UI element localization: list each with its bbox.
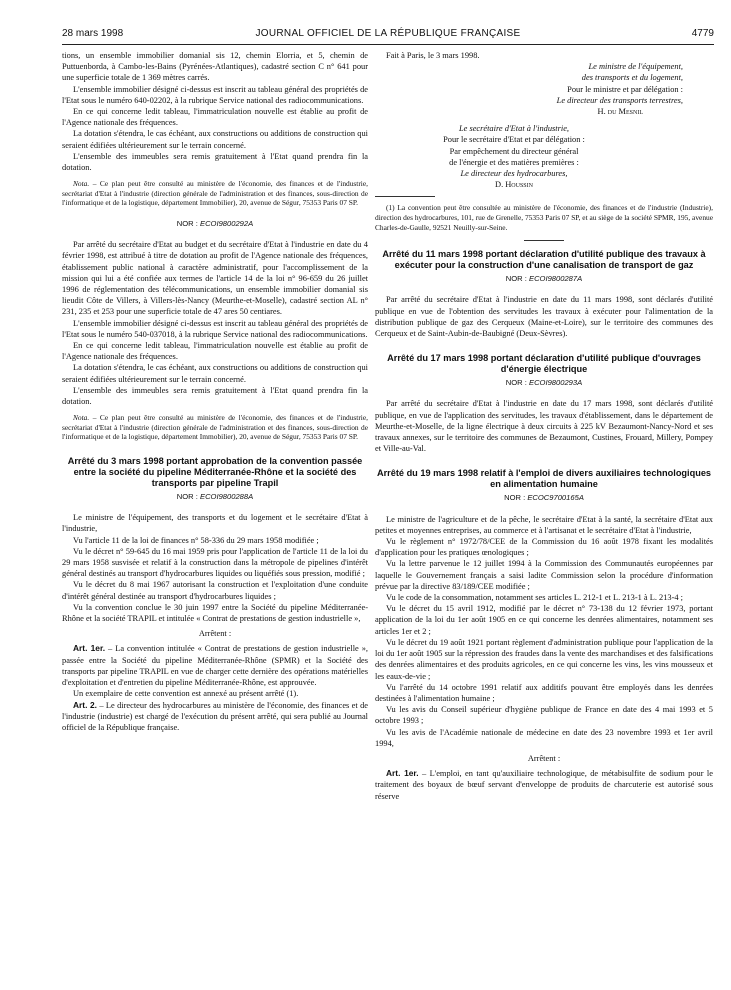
footnote-separator (375, 196, 435, 197)
nor-reference (62, 218, 368, 229)
nor-reference (375, 273, 713, 284)
paragraph: Vu les avis de l'Académie nationale de médecine en date des 23 novembre 1993 et 1er avril 1994, (375, 727, 713, 748)
paragraph: Vu le décret du 19 août 1921 portant règlement d'administration publique pour l'application de la loi du 1er août 1905 sur la répression des fraudes dans la vente des marchandises et des falsifications des denrées alimentaires et des produits agricoles, en ce qui concerne les vins, les vins mousseux et les eaux-de-vie ; (375, 637, 713, 681)
paragraph: Un exemplaire de cette convention est annexé au présent arrêté (1). (73, 689, 299, 699)
paragraph: Vu le décret n° 59-645 du 16 mai 1959 pris pour l'application de l'article 11 de la loi du 29 mars 1958 susvisée et relatif à la construction dans la métropole de pipelines d'intérêt général destinés au transport d'hydrocarbures liquides ou liquéfiés sous pression, modifié ; (62, 546, 368, 579)
paragraph: L'ensemble immobilier désigné ci-dessus est inscrit au tableau général des propriétés de l'Etat sous le numéro 540-037018, à la rubrique Service national des radiocommunications. (62, 318, 368, 339)
paragraph: Vu l'arrêté du 14 octobre 1991 relatif aux additifs pouvant être employés dans les denrées destinées à l'alimentation humaine ; (375, 682, 713, 703)
signature-line: de l'énergie et des matières premières : (449, 157, 579, 167)
nor-label: NOR : (505, 378, 529, 388)
paragraph: En ce qui concerne ledit tableau, l'immatriculation nouvelle est établie au profit de l'Agence nationale des fréquences. (62, 341, 368, 362)
nor-label: NOR : (176, 219, 200, 229)
nota-note (62, 179, 368, 208)
paragraph: Le ministre de l'agriculture et de la pêche, le secrétaire d'Etat à la santé, la secrétaire d'Etat aux petites et moyennes entreprises, au commerce et à l'artisanat et le secrétaire d'Etat à l'industrie, (375, 514, 713, 535)
right-column (375, 50, 713, 802)
nor-reference (375, 492, 713, 503)
article-1 (62, 643, 368, 688)
article-label: Art. 2. (73, 699, 97, 710)
signature-line: Le secrétaire d'Etat à l'industrie, (458, 124, 570, 134)
signature-line: Par empêchement du directeur général (449, 146, 579, 156)
paragraph: Vu la lettre parvenue le 12 juillet 1994 à la Commission des Communautés européennes par laquelle le Gouvernement français a saisi ladite Commission selon la procédure d'information prévue par la directive 83/189/CEE modifiée ; (375, 559, 713, 591)
paragraph: Vu le code de la consommation, notamment ses articles L. 212-1 et L. 213-1 à L. 213-4 ; (386, 593, 683, 603)
decree-title: Arrêté du 11 mars 1998 portant déclaration d'utilité publique des travaux à exécuter pour la construction d'une canalisation de transport de gaz (382, 249, 706, 271)
nota-note (62, 413, 368, 442)
nor-code: ECOI9800288A (200, 492, 254, 502)
signature-line: Le ministre de l'équipement, (588, 62, 683, 72)
paragraph: L'ensemble des immeubles sera remis gratuitement à l'Etat quand prendra fin la dotation. (62, 151, 368, 173)
paragraph: Par arrêté du secrétaire d'Etat à l'industrie en date du 11 mars 1998, sont déclarés d'utilité publique en vue de l'obtention des servitudes les travaux à exécuter pour l'alimentation de la distribution publique de gaz des Cerqueux (Maine-et-Loire), sur le territoire des communes des Cerqueux et de Saint-Aubin-de-Baubigné (Deux-Sèvres). (375, 295, 713, 339)
signature-line: Pour le ministre et par délégation : (567, 84, 683, 94)
header-page-number: 4779 (691, 28, 714, 39)
article-text: – Le directeur des hydrocarbures au ministère de l'économie, des finances et de l'industrie (industrie) est chargé de l'exécution du présent arrêté, qui sera publié au Journal officiel de la République française. (62, 700, 368, 732)
paragraph: La dotation s'étendra, le cas échéant, aux constructions ou additions de construction qui seraient édifiées ultérieurement sur le terrain concerné. (62, 129, 368, 150)
paragraph: Vu la convention conclue le 30 juin 1997 entre la Société du pipeline Méditerranée-Rhône et la société TRAPIL et intitulée « Contrat de prestations de gestion industrielle », (62, 602, 368, 624)
article-text: – La convention intitulée « Contrat de prestations de gestion industrielle », passée entre la Société du pipeline Méditerranée-Rhône (SPMR) et la Société des transports par pipeline TRAPIL en vue de charger cette dernière des opérations matérielles d'exploitation et d'entretien du pipeline Méditerranée-Rhône, est approuvée. (62, 644, 368, 688)
footnote: (1) La convention peut être consultée au ministère de l'économie, des finances et de l'industrie (Industrie), direction des hydrocarbures, 101, rue de Grenelle, 75353 Paris 07 SP, et au siège de la société SPMR, 195, avenue Charles-de-Gaulle, 92521 Neuilly-sur-Seine. (375, 203, 713, 232)
signatory-name: D. Houssin (495, 180, 533, 190)
nor-code: ECOI9800287A (529, 274, 583, 284)
nota-text: – Ce plan peut être consulté au ministère de l'économie, des finances et de l'industrie, secrétariat d'Etat à l'industrie (direction générale de l'administration et des finances, sous-direction de l'informatique et de la logistique, département Immobilier), 20, avenue de Ségur, 75353 Paris 07 SP. (62, 413, 368, 442)
nor-code: ECOI9800292A (200, 219, 254, 229)
signature-line: Le directeur des hydrocarbures, (460, 169, 568, 179)
nor-code: ECOI9800293A (529, 378, 583, 388)
paragraph: Le ministre de l'équipement, des transports et du logement et le secrétaire d'Etat à l'industrie, (62, 513, 368, 534)
decree-title: Arrêté du 3 mars 1998 portant approbation de la convention passée entre la société du pipeline Méditerranée-Rhône et la société des transports par pipeline Trapil (67, 456, 363, 489)
signature-line: Pour le secrétaire d'Etat et par délégation : (443, 135, 585, 145)
header-rule (62, 44, 714, 45)
nota-label: Nota. (73, 413, 90, 423)
paragraph: L'ensemble immobilier désigné ci-dessus est inscrit au tableau général des propriétés de l'Etat sous le numéro 640-02202, à la rubrique Service national des radiocommunications. (62, 84, 368, 105)
paragraph: tions, un ensemble immobilier domanial sis 12, chemin Elorria, et 5, chemin de Puttuenborda, à Cambo-les-Bains (Pyrénées-Atlantiques), cadastré section C n° 641 pour une superficie totale de 1 369 mètres carrés. (62, 51, 368, 83)
nor-code: ECOC9700165A (527, 493, 584, 503)
nor-label: NOR : (505, 274, 529, 284)
arretent-heading: Arrêtent : (198, 629, 232, 639)
page-header (62, 26, 714, 42)
article-label: Art. 1er. (386, 768, 419, 779)
paragraph: Vu les avis du Conseil supérieur d'hygiène publique de France en date des 4 mai 1993 et 5 octobre 1993 ; (375, 705, 713, 726)
paragraph: Vu l'article 11 de la loi de finances n° 58-336 du 29 mars 1958 modifiée ; (73, 535, 319, 545)
decree-title: Arrêté du 17 mars 1998 portant déclaration d'utilité publique d'ouvrages d'énergie électrique (387, 353, 701, 375)
nor-label: NOR : (176, 492, 200, 502)
paragraph: Par arrêté du secrétaire d'Etat à l'industrie en date du 17 mars 1998, sont déclarés d'utilité publique, en vue de l'application des servitudes, les travaux d'établissement, dans le département de Meurthe-et-Moselle, de la ligne électrique à deux circuits à 225 kV Bezaumont-Nancy-Nord et ses travaux annexes, sur le territoire des communes de Bezaumont, Custines, Frouard, Millery, Pompey et Ville-au-Val. (375, 399, 713, 454)
arretent-heading: Arrêtent : (527, 753, 561, 763)
nor-label: NOR : (504, 493, 528, 503)
signatory-name: H. du Mesnil (597, 107, 643, 117)
paragraph: Par arrêté du secrétaire d'Etat au budget et du secrétaire d'Etat à l'industrie en date du 4 février 1998, est attribué à titre de dotation au profit de l'Agence nationale des fréquences, établissement public national à caractère administratif, pour l'accomplissement de la mission qui lui a été confiée aux termes de l'article 14 de la loi n° 96-659 du 26 juillet 1996 de réglementation des télécommunications, un ensemble immobilier domanial sis lieudit Côte de Villers, à Villers-lès-Nancy (Meurthe-et-Moselle), cadastré section AL n° 231, 235 et 253 pour une superficie totale de 47 ares 50 centiares. (62, 240, 368, 317)
article-1 (375, 768, 713, 802)
signature-date: Fait à Paris, le 3 mars 1998. (386, 51, 480, 60)
article-label: Art. 1er. (73, 643, 106, 654)
nor-reference (62, 491, 368, 502)
header-journal-title: JOURNAL OFFICIEL DE LA RÉPUBLIQUE FRANÇAISE (255, 28, 521, 39)
article-text: – L'emploi, en tant qu'auxiliaire technologique, de métabisulfite de sodium pour le traitement des boyaux de bœuf servant d'enveloppe de produits de charcuterie est autorisé sous réserve (375, 769, 713, 801)
paragraph: Vu le décret du 15 avril 1912, modifié par le décret n° 73-138 du 12 février 1973, portant application de la loi du 1er août 1905 en ce qui concerne les denrées alimentaires, notamment ses articles 1er et 2 ; (375, 604, 713, 636)
decree-title: Arrêté du 19 mars 1998 relatif à l'emploi de divers auxiliaires technologiques en alimentation humaine (376, 468, 712, 490)
section-separator (524, 240, 564, 241)
paragraph: La dotation s'étendra, le cas échéant, aux constructions ou additions de construction qui seraient édifiées ultérieurement sur le terrain concerné. (62, 363, 368, 384)
paragraph: Vu le décret du 8 mai 1967 autorisant la construction et l'exploitation d'une conduite d'intérêt général destinée au transport d'hydrocarbures liquides ; (62, 580, 368, 601)
paragraph: En ce qui concerne ledit tableau, l'immatriculation nouvelle est établie au profit de l'Agence nationale des fréquences. (62, 107, 368, 128)
nota-label: Nota. (73, 179, 90, 189)
paragraph: L'ensemble des immeubles sera remis gratuitement à l'Etat quand prendra fin la dotation. (62, 385, 368, 407)
signature-line: des transports et du logement, (581, 73, 683, 83)
nor-reference (375, 377, 713, 388)
left-column (62, 50, 368, 733)
header-date: 28 mars 1998 (62, 28, 124, 39)
paragraph: Vu le règlement n° 1972/78/CEE de la Commission du 16 août 1978 fixant les modalités d'application pour les pratiques œnologiques ; (375, 537, 713, 558)
article-2 (62, 700, 368, 734)
nota-text: – Ce plan peut être consulté au ministère de l'économie, des finances et de l'industrie, secrétariat d'Etat à l'industrie (direction générale de l'administration et des finances, sous-direction de l'informatique et de la logistique, département Immobilier), 20, avenue de Ségur, 75353 Paris 07 SP. (62, 179, 368, 208)
signature-line: Le directeur des transports terrestres, (556, 95, 683, 105)
